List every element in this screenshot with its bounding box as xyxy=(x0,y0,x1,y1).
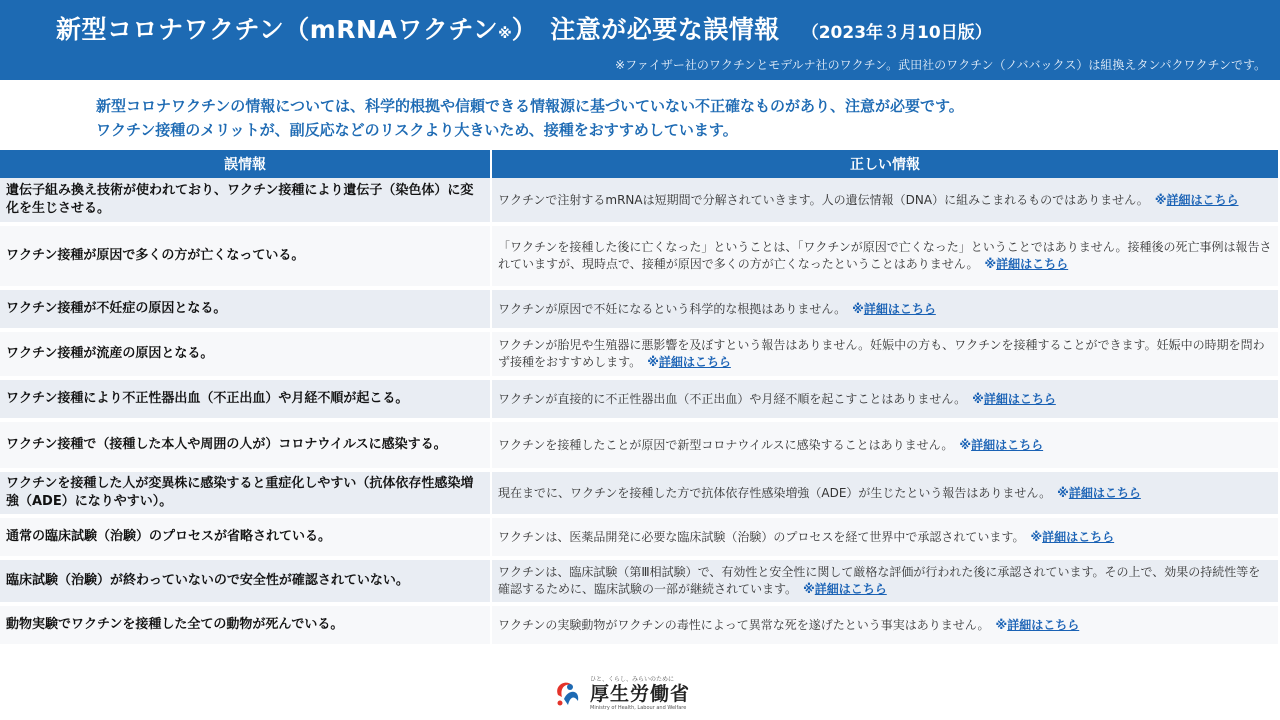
correct-info-text: ワクチンが直接的に不正性器出血（不正出血）や月経不順を起こすことはありません。 xyxy=(498,391,961,406)
details-link[interactable]: 詳細はこちら xyxy=(1068,485,1141,500)
correct-info-text: 現在までに、ワクチンを接種した方で抗体依存性感染増強（ADE）が生じたという報告はありません。 xyxy=(498,485,1046,500)
table-row xyxy=(0,288,1278,330)
details-link[interactable]: 詳細はこちら xyxy=(814,582,887,596)
reference-mark: ※ xyxy=(1057,485,1069,500)
misinfo-cell: ワクチン接種により不正性器出血（不正出血）や月経不順が起こる。 xyxy=(0,378,491,420)
correct-info-cell xyxy=(491,178,1278,224)
misinfo-cell: ワクチン接種が流産の原因となる。 xyxy=(0,330,491,378)
details-link[interactable]: 詳細はこちら xyxy=(996,257,1069,271)
correct-info-text: ワクチンの実験動物がワクチンの毒性によって異常な死を遂げたという事実はありません。 xyxy=(498,617,984,632)
title-main: 新型コロナワクチン（mRNAワクチン xyxy=(56,15,499,44)
intro-text xyxy=(96,94,964,142)
misinfo-cell: ワクチン接種が不妊症の原因となる。 xyxy=(0,288,491,330)
title-date: （2023年３月10日版） xyxy=(801,23,992,43)
details-link[interactable]: 詳細はこちら xyxy=(1007,617,1080,632)
table-row xyxy=(0,558,1278,604)
misinfo-table xyxy=(0,150,1278,648)
details-link[interactable]: 詳細はこちら xyxy=(1166,192,1239,207)
page-title xyxy=(56,10,992,46)
reference-mark: ※ xyxy=(647,355,659,369)
correct-info-cell xyxy=(491,604,1278,646)
logo-org-name: 厚生労働省 xyxy=(590,683,691,705)
correct-info-cell xyxy=(491,470,1278,516)
reference-mark: ※ xyxy=(972,391,984,406)
title-tail: ） 注意が必要な誤情報 xyxy=(511,15,780,44)
table-row xyxy=(0,178,1278,224)
table-row xyxy=(0,224,1278,288)
correct-info-cell xyxy=(491,420,1278,470)
misinfo-cell: 遺伝子組み換え技術が使われており、ワクチン接種により遺伝子（染色体）に変化を生じさせる。 xyxy=(0,178,491,224)
details-link[interactable]: 詳細はこちら xyxy=(983,391,1056,406)
details-link[interactable]: 詳細はこちら xyxy=(658,355,731,369)
intro-line-1: 新型コロナワクチンの情報については、科学的根拠や信頼できる情報源に基づいていない不正確なものがあり、注意が必要です。 xyxy=(96,97,964,115)
table-header-row xyxy=(0,150,1278,178)
table-row xyxy=(0,470,1278,516)
header-banner xyxy=(0,0,1280,80)
misinfo-cell: ワクチン接種が原因で多くの方が亡くなっている。 xyxy=(0,224,491,288)
reference-mark: ※ xyxy=(959,437,972,452)
correct-info-cell xyxy=(491,288,1278,330)
correct-info-cell xyxy=(491,224,1278,288)
misinfo-cell: 臨床試験（治験）が終わっていないので安全性が確認されていない。 xyxy=(0,558,491,604)
mhlw-emblem-icon xyxy=(550,677,584,711)
correct-info-cell xyxy=(491,516,1278,558)
correct-info-cell xyxy=(491,558,1278,604)
reference-mark: ※ xyxy=(995,617,1008,632)
correct-info-text: ワクチンが原因で不妊になるという科学的な根拠はありません。 xyxy=(498,301,841,316)
column-header-correct: 正しい情報 xyxy=(491,150,1278,178)
correct-info-text: 「ワクチンを接種した後に亡くなった」ということは、「ワクチンが原因で亡くなった」ということではありません。接種後の死亡事例は報告されていますが、現時点で、接種が原因で多くの方が亡くなったということはありません。 xyxy=(498,240,1272,271)
details-link[interactable]: 詳細はこちら xyxy=(863,301,936,316)
intro-line-2: ワクチン接種のメリットが、副反応などのリスクより大きいため、接種をおすすめしています。 xyxy=(96,121,738,139)
reference-mark: ※ xyxy=(852,301,864,316)
logo-tagline: ひと、くらし、みらいのために xyxy=(590,676,675,683)
table-row xyxy=(0,604,1278,646)
correct-info-text: ワクチンで注射するmRNAは短期間で分解されていきます。人の遺伝情報（DNA）に組みこまれるものではありません。 xyxy=(498,192,1143,207)
correct-info-text: ワクチンを接種したことが原因で新型コロナウイルスに感染することはありません。 xyxy=(498,437,948,452)
details-link[interactable]: 詳細はこちら xyxy=(1042,529,1115,544)
column-header-misinfo: 誤情報 xyxy=(0,150,491,178)
misinfo-cell: ワクチン接種で（接種した本人や周囲の人が）コロナウイルスに感染する。 xyxy=(0,420,491,470)
logo-text xyxy=(590,676,690,711)
title-note-mark: ※ xyxy=(498,26,512,42)
correct-info-cell xyxy=(491,330,1278,378)
mhlw-logo xyxy=(550,676,690,711)
table-row xyxy=(0,378,1278,420)
table-row xyxy=(0,516,1278,558)
logo-org-english: Ministry of Health, Labour and Welfare xyxy=(590,705,687,711)
details-link[interactable]: 詳細はこちら xyxy=(971,437,1044,452)
correct-info-text: ワクチンは、臨床試験（第Ⅲ相試験）で、有効性と安全性に関して厳格な評価が行われた後に承認されています。その上で、効果の持続性等を確認するために、臨床試験の一部が継続されています。 xyxy=(498,565,1261,596)
misinfo-cell: 通常の臨床試験（治験）のプロセスが省略されている。 xyxy=(0,516,491,558)
misinfo-cell: 動物実験でワクチンを接種した全ての動物が死んでいる。 xyxy=(0,604,491,646)
correct-info-cell xyxy=(491,378,1278,420)
reference-mark: ※ xyxy=(803,582,815,596)
correct-info-text: ワクチンは、医薬品開発に必要な臨床試験（治験）のプロセスを経て世界中で承認されています。 xyxy=(498,529,1019,544)
correct-info-text: ワクチンが胎児や生殖器に悪影響を及ぼすという報告はありません。妊娠中の方も、ワクチンを接種することができます。妊娠中の時期を問わず接種をおすすめします。 xyxy=(498,338,1265,369)
header-footnote: ※ファイザー社のワクチンとモデルナ社のワクチン。武田社のワクチン（ノババックス）は組換えタンパクワクチンです。 xyxy=(615,58,1266,72)
table-row xyxy=(0,420,1278,470)
table-row xyxy=(0,330,1278,378)
misinfo-cell: ワクチンを接種した人が変異株に感染すると重症化しやすい（抗体依存性感染増強（ADE）になりやすい）。 xyxy=(0,470,491,516)
reference-mark: ※ xyxy=(1030,529,1043,544)
misinfo-table-container xyxy=(0,150,1278,648)
reference-mark: ※ xyxy=(984,257,997,271)
reference-mark: ※ xyxy=(1154,192,1167,207)
table-body xyxy=(0,178,1278,646)
